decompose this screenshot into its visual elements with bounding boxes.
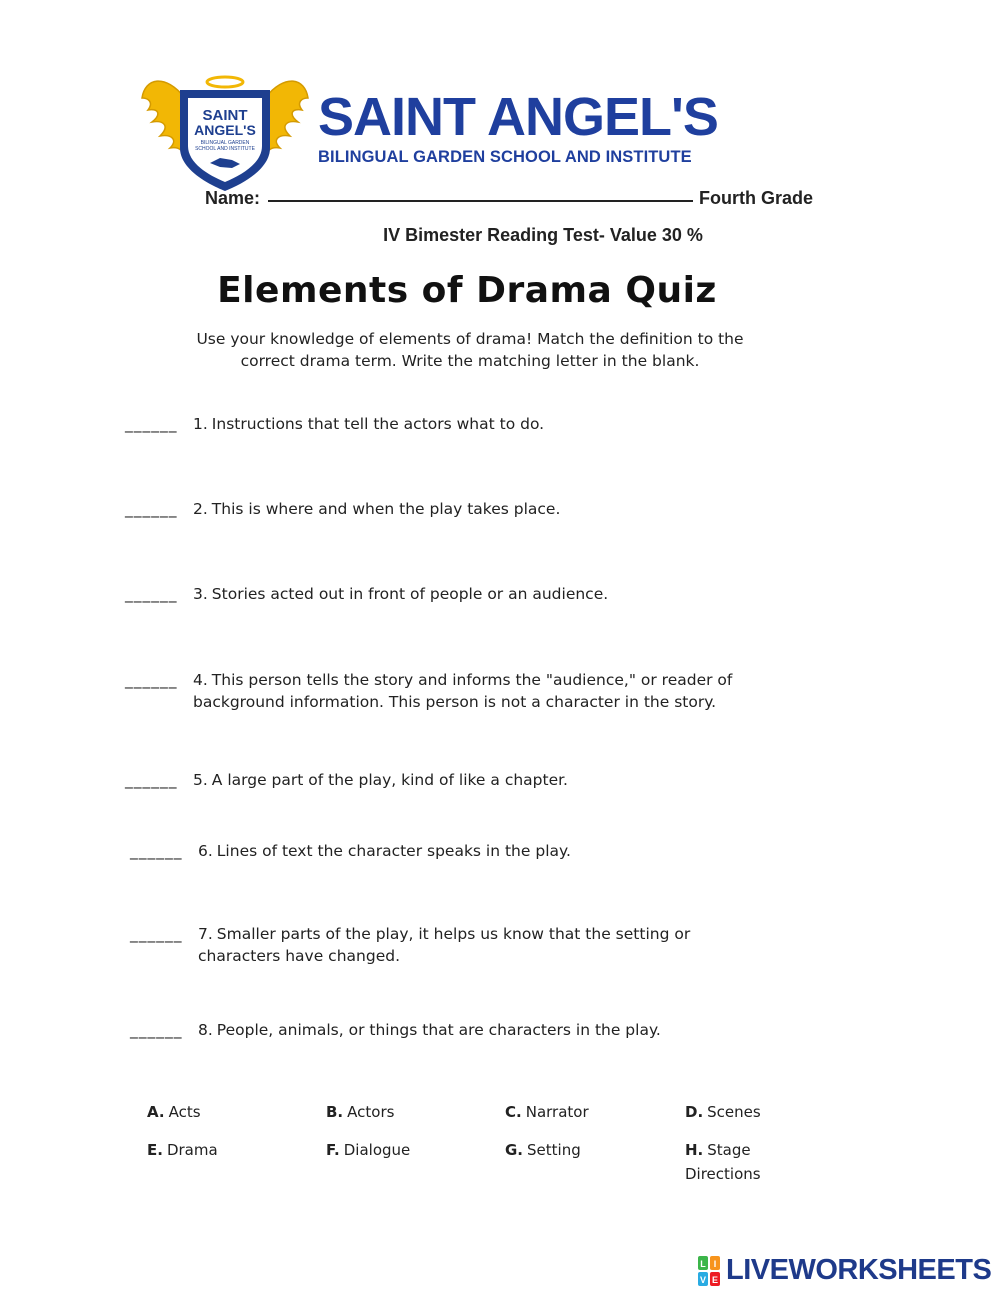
answer-blank[interactable]: ______ <box>125 415 178 433</box>
question-5 <box>125 769 825 791</box>
liveworksheets-brand <box>698 1254 991 1287</box>
test-title: IV Bimester Reading Test- Value 30 % <box>383 225 703 245</box>
question-text: People, animals, or things that are characters in the play. <box>216 1021 661 1039</box>
question-number: 3. <box>193 585 208 603</box>
answer-blank[interactable]: ______ <box>130 925 183 943</box>
answer-option: H. Stage Directions <box>685 1141 761 1183</box>
school-name: SAINT ANGEL'S <box>318 87 718 147</box>
question-4 <box>125 669 785 713</box>
question-text: Stories acted out in front of people or an audience. <box>211 585 609 603</box>
question-text: Instructions that tell the actors what to do. <box>211 415 545 433</box>
svg-text:I: I <box>713 1258 717 1269</box>
question-1 <box>125 413 825 435</box>
school-logo-emblem <box>140 68 310 193</box>
name-blank[interactable] <box>268 200 693 202</box>
question-text: This person tells the story and informs the "audience," or reader of background information. This person is not a character in the story. <box>193 671 733 711</box>
question-text: Lines of text the character speaks in the play. <box>216 842 571 860</box>
logo-text-saint: SAINT <box>202 107 248 124</box>
halo-icon <box>207 77 243 87</box>
question-number: 6. <box>198 842 213 860</box>
question-number: 1. <box>193 415 208 433</box>
liveworksheets-text: LIVEWORKSHEETS <box>726 1254 992 1286</box>
instructions: Use your knowledge of elements of drama! Match the definition to the correct drama term. Write the matching letter in the blank. <box>196 330 744 370</box>
name-row <box>205 188 813 209</box>
answer-option: E. Drama <box>147 1141 218 1159</box>
answer-blank[interactable]: ______ <box>125 585 178 603</box>
question-text: A large part of the play, kind of like a chapter. <box>211 771 568 789</box>
answer-option: G. Setting <box>505 1141 581 1159</box>
question-6 <box>130 840 830 862</box>
question-text: Smaller parts of the play, it helps us know that the setting or characters have changed. <box>198 925 691 965</box>
question-2 <box>125 498 825 520</box>
school-subtitle: BILINGUAL GARDEN SCHOOL AND INSTITUTE <box>318 148 692 166</box>
name-label: Name: <box>205 188 261 208</box>
question-8 <box>130 1019 830 1041</box>
left-wing-icon <box>142 81 185 158</box>
grade-label: Fourth Grade <box>699 188 814 208</box>
liveworksheets-logo-icon <box>698 1256 720 1286</box>
answer-option: B. Actors <box>326 1103 395 1121</box>
svg-text:V: V <box>699 1274 707 1285</box>
answer-option: A. Acts <box>147 1103 201 1121</box>
question-number: 4. <box>193 671 208 689</box>
logo-text-angels: ANGEL'S <box>194 122 256 138</box>
answer-option: F. Dialogue <box>326 1141 411 1159</box>
question-text: This is where and when the play takes place. <box>211 500 561 518</box>
svg-text:L: L <box>700 1258 706 1269</box>
answer-blank[interactable]: ______ <box>130 842 183 860</box>
answer-option: D. Scenes <box>685 1103 761 1121</box>
question-number: 5. <box>193 771 208 789</box>
answer-blank[interactable]: ______ <box>130 1021 183 1039</box>
question-number: 8. <box>198 1021 213 1039</box>
right-wing-icon <box>265 81 308 158</box>
question-7 <box>130 923 750 967</box>
answer-blank[interactable]: ______ <box>125 671 178 689</box>
question-number: 7. <box>198 925 213 943</box>
question-number: 2. <box>193 500 208 518</box>
logo-text-line4: SCHOOL AND INSTITUTE <box>195 146 255 152</box>
answer-blank[interactable]: ______ <box>125 771 178 789</box>
quiz-title: Elements of Drama Quiz <box>217 270 717 311</box>
answer-blank[interactable]: ______ <box>125 500 178 518</box>
logo-text-line3: BILINGUAL GARDEN <box>200 140 250 146</box>
answer-option: C. Narrator <box>505 1103 589 1121</box>
svg-text:E: E <box>711 1274 719 1285</box>
question-3 <box>125 583 825 605</box>
